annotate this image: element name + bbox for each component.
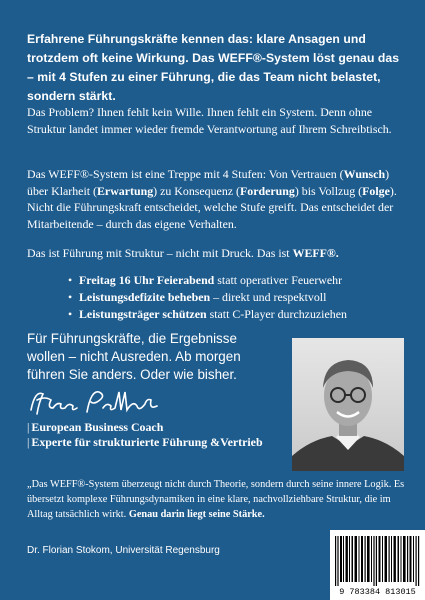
list-item: • Leistungsdefizite beheben – direkt und respektvoll <box>68 290 327 304</box>
isbn-barcode <box>330 530 425 600</box>
system-paragraph: Das WEFF®-System ist eine Treppe mit 4 Stufen: Von Vertrauen (Wunsch) über Klarheit (Erwartung) zu Konsequenz (Forderung) bis Vollzug (Folge). Nicht die Führungskraft entscheidet, welche Stufe greift. Das entscheidet der Mitarbeitende – durch das eigene Verhalten. <box>27 167 397 231</box>
structure-statement: Das ist Führung mit Struktur – nicht mit Druck. Das ist WEFF®. <box>27 246 339 260</box>
bullet-icon: • <box>68 307 73 321</box>
role-line: | European Business Coach <box>27 420 282 435</box>
list-item: • Leistungsträger schützen statt C-Player durchzuziehen <box>68 307 347 321</box>
author-photo <box>292 338 404 471</box>
list-item: • Freitag 16 Uhr Feierabend statt operativer Feuerwehr <box>68 273 343 287</box>
lead-statement: Erfahrene Führungskräfte kennen das: klare Ansagen und trotzdem oft keine Wirkung. Das WEFF®-System löst genau das – mit 4 Stufen zu einer Führung, die das Team nicht belastet, sondern stärkt. <box>27 32 400 103</box>
testimonial-quote: „Das WEFF®-System überzeugt nicht durch Theorie, sondern durch seine innere Logik. Es übersetzt komplexe Führungsdynamiken in eine klare, nachvollziehbare Struktur, die im Alltag tatsächlich wirkt. Genau darin liegt seine Stärke. <box>27 479 405 520</box>
problem-paragraph: Das Problem? Ihnen fehlt kein Wille. Ihnen fehlt ein System. Denn ohne Struktur landet immer wieder fremde Verantwortung auf Ihrem Schreibtisch. <box>27 105 392 136</box>
bullet-icon: • <box>68 290 73 304</box>
author-roles <box>27 420 282 450</box>
barcode-icon <box>335 536 420 586</box>
target-audience-claim: Für Führungskräfte, die Ergebnisse wollen – nicht Ausreden. Ab morgen führen Sie anders. Oder wie bisher. <box>27 331 241 382</box>
testimonial-author: Dr. Florian Stokom, Universität Regensburg <box>27 545 220 556</box>
role-line: | Experte für strukturierte Führung &Vertrieb <box>27 435 282 450</box>
bullet-icon: • <box>68 273 73 287</box>
benefit-list <box>68 272 408 323</box>
isbn-number: 9 783384 813015 <box>339 587 416 597</box>
